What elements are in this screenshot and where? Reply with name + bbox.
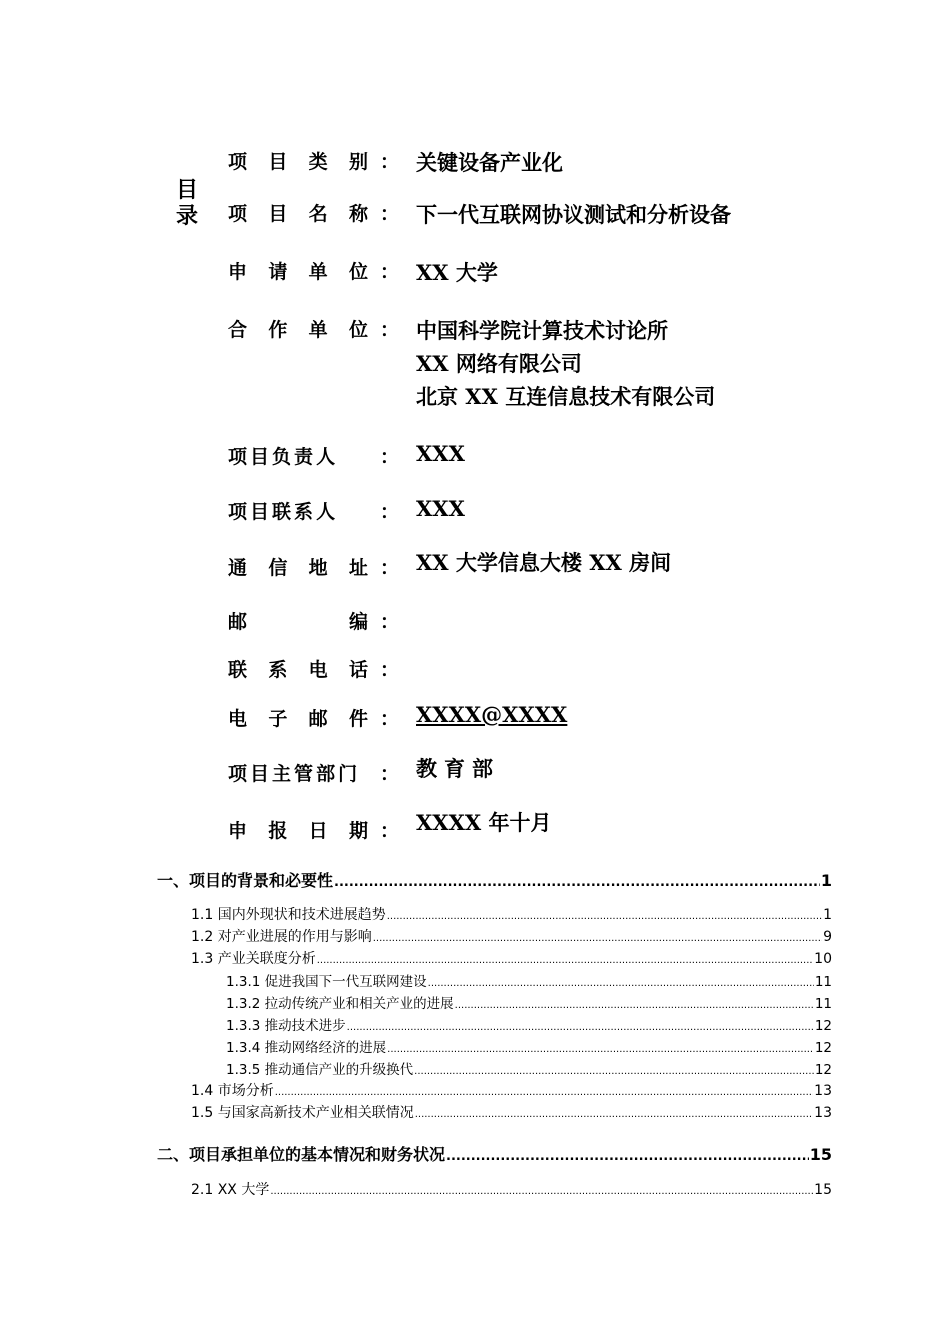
label-char: 邮 — [228, 610, 248, 633]
toc-entry-page-number: 12 — [814, 1040, 832, 1056]
label-char: 项 — [228, 762, 248, 785]
label-char: 项 — [228, 150, 248, 173]
toc-entry-title: 1.2 对产业进展的作用与影响 — [191, 929, 372, 945]
value-partners-line: 中国科学院计算技术讨论所 — [416, 318, 668, 343]
label-colon: ： — [380, 658, 400, 681]
toc-entry-level-3[interactable] — [226, 1036, 832, 1056]
label-char: 目 — [250, 445, 270, 468]
toc-entry-page-number: 13 — [814, 1083, 832, 1099]
toc-entry-title: 1.1 国内外现状和技术进展趋势 — [191, 907, 386, 923]
label-char: 通 — [228, 556, 248, 579]
field-label-phone — [228, 654, 398, 682]
toc-heading-char-1: 目 — [175, 178, 198, 203]
label-char: 位 — [348, 260, 368, 283]
label-char: 单 — [308, 318, 328, 341]
label-char: 电 — [308, 658, 328, 681]
label-char: 联 — [272, 500, 292, 523]
label-char: 电 — [228, 707, 248, 730]
toc-dot-leader — [387, 1044, 814, 1055]
value-authority: 教育部 — [416, 756, 500, 781]
value-project-name: 下一代互联网协议测试和分析设备 — [416, 202, 731, 227]
value-email-link[interactable]: XXXX@XXXX — [416, 702, 568, 727]
toc-entry-level-2[interactable] — [191, 926, 832, 946]
label-char: 类 — [308, 150, 328, 173]
label-char: 目 — [268, 202, 288, 225]
label-char: 请 — [268, 260, 288, 283]
label-char: 人 — [316, 500, 336, 523]
toc-entry-page-number: 9 — [823, 929, 832, 945]
label-char: 日 — [308, 819, 328, 842]
toc-entry-level-1[interactable] — [157, 1142, 832, 1165]
label-char: 人 — [316, 445, 336, 468]
field-label-category — [228, 146, 398, 174]
value-partners-line: XX 网络有限公司 — [416, 351, 582, 376]
label-char: 目 — [250, 500, 270, 523]
label-char: 管 — [294, 762, 314, 785]
label-char: 称 — [348, 202, 368, 225]
toc-entry-page-number: 11 — [814, 974, 832, 990]
label-colon: ： — [380, 260, 400, 283]
label-char: 目 — [250, 762, 270, 785]
toc-dot-leader — [317, 955, 813, 966]
label-char: 申 — [228, 260, 248, 283]
toc-entry-page-number: 10 — [814, 951, 832, 967]
toc-entry-title: 一、项目的背景和必要性 — [157, 871, 334, 890]
label-char: 负 — [272, 445, 292, 468]
field-label-authority — [228, 758, 398, 786]
label-char: 位 — [348, 318, 368, 341]
toc-entry-title: 1.3.4 推动网络经济的进展 — [226, 1040, 387, 1056]
label-char: 址 — [348, 556, 368, 579]
label-colon: ： — [380, 150, 400, 173]
toc-entry-level-3[interactable] — [226, 1058, 832, 1078]
label-char: 话 — [348, 658, 368, 681]
toc-entry-level-3[interactable] — [226, 970, 832, 990]
label-colon: ： — [380, 819, 400, 842]
toc-entry-level-3[interactable] — [226, 1014, 832, 1034]
label-char: 项 — [228, 445, 248, 468]
field-label-address — [228, 552, 398, 580]
label-char: 申 — [228, 819, 248, 842]
toc-dot-leader — [270, 1186, 813, 1197]
label-char: 信 — [268, 556, 288, 579]
label-char: 地 — [308, 556, 328, 579]
field-label-date — [228, 815, 398, 843]
label-char: 报 — [268, 819, 288, 842]
value-address: XX 大学信息大楼 XX 房间 — [416, 550, 672, 575]
label-char: 别 — [348, 150, 368, 173]
label-char: 编 — [348, 610, 368, 633]
toc-entry-page-number: 12 — [814, 1062, 832, 1078]
field-label-applicant — [228, 256, 398, 284]
label-colon: ： — [380, 445, 400, 468]
toc-dot-leader — [446, 1149, 809, 1164]
toc-entry-title: 1.3.3 推动技术进步 — [226, 1018, 346, 1034]
label-char: 项 — [228, 500, 248, 523]
toc-heading-char-2: 录 — [175, 204, 198, 229]
value-date: XXXX 年十月 — [416, 810, 552, 835]
toc-entry-level-2[interactable] — [191, 1179, 832, 1199]
label-char: 门 — [338, 762, 358, 785]
label-colon: ： — [380, 500, 400, 523]
label-colon: ： — [380, 202, 400, 225]
label-char: 作 — [268, 318, 288, 341]
label-char: 系 — [294, 500, 314, 523]
label-colon: ： — [380, 762, 400, 785]
toc-entry-level-2[interactable] — [191, 948, 832, 968]
toc-entry-level-2[interactable] — [191, 1080, 832, 1100]
toc-entry-title: 1.5 与国家高新技术产业相关联情况 — [191, 1105, 414, 1121]
toc-entry-page-number: 15 — [814, 1182, 832, 1198]
field-label-project-name — [228, 198, 398, 226]
label-char: 名 — [308, 202, 328, 225]
toc-entry-level-2[interactable] — [191, 904, 832, 924]
field-label-contact — [228, 496, 398, 524]
toc-entry-page-number: 12 — [814, 1018, 832, 1034]
field-label-email — [228, 703, 398, 731]
toc-entry-page-number: 1 — [823, 907, 832, 923]
value-contact: XXX — [416, 496, 465, 521]
toc-entry-title: 1.3.2 拉动传统产业和相关产业的进展 — [226, 996, 454, 1012]
label-char: 部 — [316, 762, 336, 785]
toc-dot-leader — [414, 1066, 814, 1077]
label-char: 邮 — [308, 707, 328, 730]
label-char: 合 — [228, 318, 248, 341]
toc-entry-level-3[interactable] — [226, 992, 832, 1012]
label-colon: ： — [380, 318, 400, 341]
label-char: 期 — [348, 819, 368, 842]
value-leader: XXX — [416, 441, 465, 466]
value-applicant: XX 大学 — [416, 260, 498, 285]
field-label-postcode — [228, 606, 398, 634]
label-char: 主 — [272, 762, 292, 785]
toc-dot-leader — [347, 1022, 814, 1033]
value-category: 关键设备产业化 — [416, 150, 563, 175]
toc-entry-title: 1.3.5 推动通信产业的升级换代 — [226, 1062, 414, 1078]
value-partners-line: 北京 XX 互连信息技术有限公司 — [416, 384, 716, 409]
label-char: 单 — [308, 260, 328, 283]
toc-dot-leader — [415, 1109, 813, 1120]
label-char: 目 — [268, 150, 288, 173]
toc-entry-level-2[interactable] — [191, 1102, 832, 1122]
toc-entry-title: 二、项目承担单位的基本情况和财务状况 — [157, 1145, 446, 1164]
toc-entry-page-number: 1 — [820, 871, 832, 890]
label-colon: ： — [380, 610, 400, 633]
label-char: 责 — [294, 445, 314, 468]
toc-dot-leader — [455, 1000, 814, 1011]
label-char: 系 — [268, 658, 288, 681]
toc-entry-title: 1.4 市场分析 — [191, 1083, 274, 1099]
toc-entry-page-number: 13 — [814, 1105, 832, 1121]
toc-entry-level-1[interactable] — [157, 868, 832, 891]
label-char: 项 — [228, 202, 248, 225]
toc-entry-page-number: 11 — [814, 996, 832, 1012]
toc-dot-leader — [275, 1087, 813, 1098]
toc-entry-title: 2.1 XX 大学 — [191, 1182, 270, 1198]
toc-entry-page-number: 15 — [809, 1145, 832, 1164]
label-char: 件 — [348, 707, 368, 730]
field-label-partners — [228, 314, 398, 342]
label-colon: ： — [380, 707, 400, 730]
label-char: 联 — [228, 658, 248, 681]
label-colon: ： — [380, 556, 400, 579]
toc-dot-leader — [334, 875, 820, 890]
toc-dot-leader — [373, 933, 822, 944]
label-char: 子 — [268, 707, 288, 730]
toc-entry-title: 1.3.1 促进我国下一代互联网建设 — [226, 974, 427, 990]
toc-entry-title: 1.3 产业关联度分析 — [191, 951, 316, 967]
field-label-leader — [228, 441, 398, 469]
toc-dot-leader — [387, 911, 822, 922]
toc-dot-leader — [428, 978, 814, 989]
toc-heading — [172, 178, 202, 230]
